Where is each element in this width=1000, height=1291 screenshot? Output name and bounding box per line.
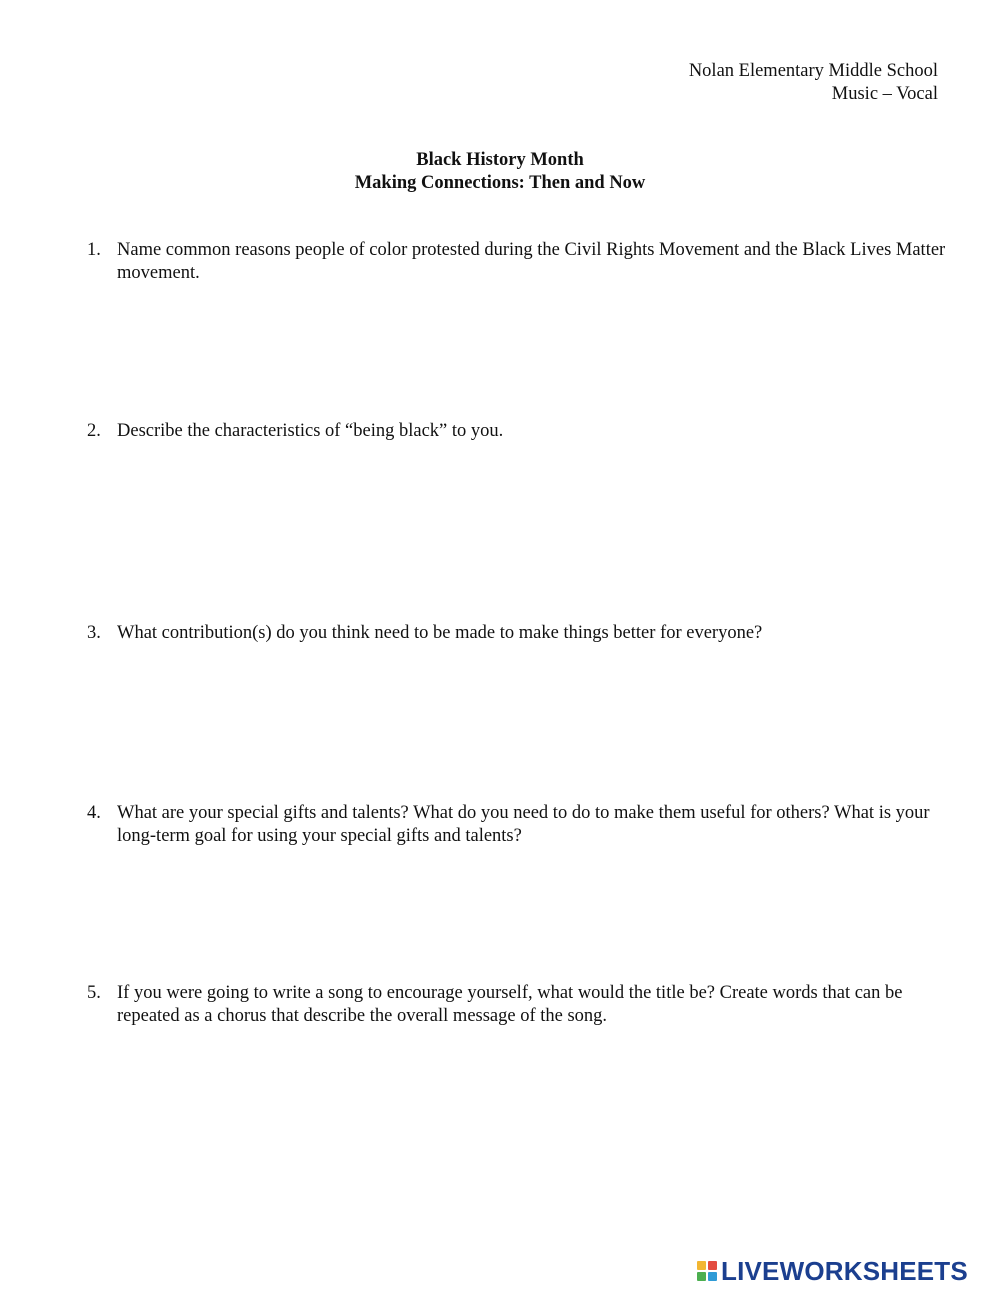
- logo-tile: [697, 1272, 706, 1281]
- question-5: [87, 982, 947, 1028]
- question-text: Describe the characteristics of “being black” to you.: [117, 421, 504, 441]
- worksheet-title: Black History Month: [416, 150, 584, 170]
- document-header: [689, 60, 938, 106]
- question-number: 5.: [87, 983, 101, 1003]
- worksheet-title-block: [0, 149, 1000, 195]
- logo-tile: [697, 1261, 706, 1270]
- question-4: [87, 802, 947, 848]
- liveworksheets-logo-icon: [697, 1261, 717, 1281]
- question-number: 4.: [87, 803, 101, 823]
- logo-tile: [708, 1261, 717, 1270]
- question-number: 1.: [87, 240, 101, 260]
- liveworksheets-branding: [697, 1257, 968, 1285]
- worksheet-subtitle: Making Connections: Then and Now: [354, 173, 646, 193]
- question-3: [87, 622, 947, 645]
- question-text: Name common reasons people of color protested during the Civil Rights Movement and the Black Lives Matter movement.: [117, 240, 946, 283]
- logo-tile: [708, 1272, 717, 1281]
- question-text: What are your special gifts and talents? What do you need to do to make them useful for others? What is your long-term goal for using your special gifts and talents?: [117, 803, 930, 846]
- question-1: [87, 239, 947, 285]
- liveworksheets-wordmark: LIVEWORKSHEETS: [721, 1256, 968, 1286]
- school-name: Nolan Elementary Middle School: [688, 61, 938, 81]
- question-text: What contribution(s) do you think need to be made to make things better for everyone?: [117, 623, 763, 643]
- question-text: If you were going to write a song to encourage yourself, what would the title be? Create words that can be repeated as a chorus that describe the overall message of the song.: [117, 983, 903, 1026]
- question-number: 2.: [87, 421, 101, 441]
- course-name: Music – Vocal: [831, 84, 938, 104]
- question-number: 3.: [87, 623, 101, 643]
- question-2: [87, 420, 947, 443]
